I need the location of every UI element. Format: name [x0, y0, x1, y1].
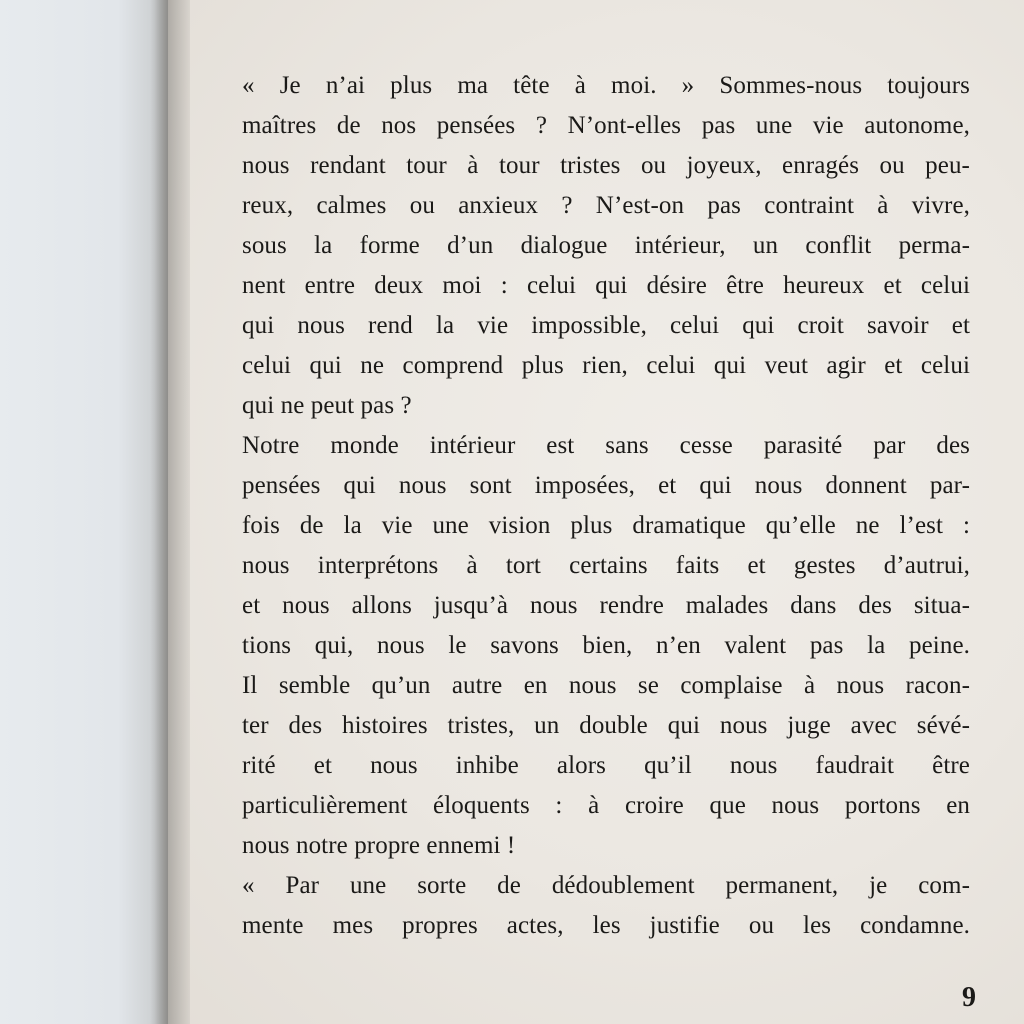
paragraph-3 [218, 866, 970, 946]
text-line: qui ne peut pas ? [242, 392, 412, 419]
text-line: tions qui, nous le savons bien, n’en valent pas la peine. [242, 632, 970, 659]
page-number: 9 [962, 982, 976, 1013]
text-line: nent entre deux moi : celui qui désire être heureux et celui [242, 272, 970, 299]
text-line: mente mes propres actes, les justifie ou les condamne. [242, 912, 970, 939]
text-line: particulièrement éloquents : à croire que nous portons en [242, 792, 970, 819]
text-line: nous rendant tour à tour tristes ou joyeux, enragés ou peu- [242, 152, 970, 179]
paragraph-2 [218, 426, 970, 866]
text-line: maîtres de nos pensées ? N’ont-elles pas une vie autonome, [242, 112, 970, 139]
text-line: Il semble qu’un autre en nous se complaise à nous racon- [242, 672, 970, 699]
text-line: nous notre propre ennemi ! [242, 832, 516, 859]
text-line: reux, calmes ou anxieux ? N’est-on pas contraint à vivre, [242, 192, 970, 219]
text-line: fois de la vie une vision plus dramatique qu’elle ne l’est : [242, 512, 970, 539]
text-line: pensées qui nous sont imposées, et qui nous donnent par- [242, 472, 970, 499]
left-page [0, 0, 168, 1024]
text-line: rité et nous inhibe alors qu’il nous faudrait être [242, 752, 970, 779]
paragraph-1 [218, 66, 970, 426]
body-text [218, 66, 970, 946]
text-line: nous interprétons à tort certains faits et gestes d’autrui, [242, 552, 970, 579]
text-line: celui qui ne comprend plus rien, celui qui veut agir et celui [242, 352, 970, 379]
text-line: qui nous rend la vie impossible, celui qui croit savoir et [242, 312, 970, 339]
text-line: sous la forme d’un dialogue intérieur, un conflit perma- [242, 232, 970, 259]
text-line: Notre monde intérieur est sans cesse parasité par des [242, 432, 970, 459]
book-gutter [150, 0, 190, 1024]
text-line: « Je n’ai plus ma tête à moi. » Sommes-nous toujours [242, 72, 970, 99]
text-line: « Par une sorte de dédoublement permanent, je com- [242, 872, 970, 899]
text-line: ter des histoires tristes, un double qui nous juge avec sévé- [242, 712, 970, 739]
text-line: et nous allons jusqu’à nous rendre malades dans des situa- [242, 592, 970, 619]
